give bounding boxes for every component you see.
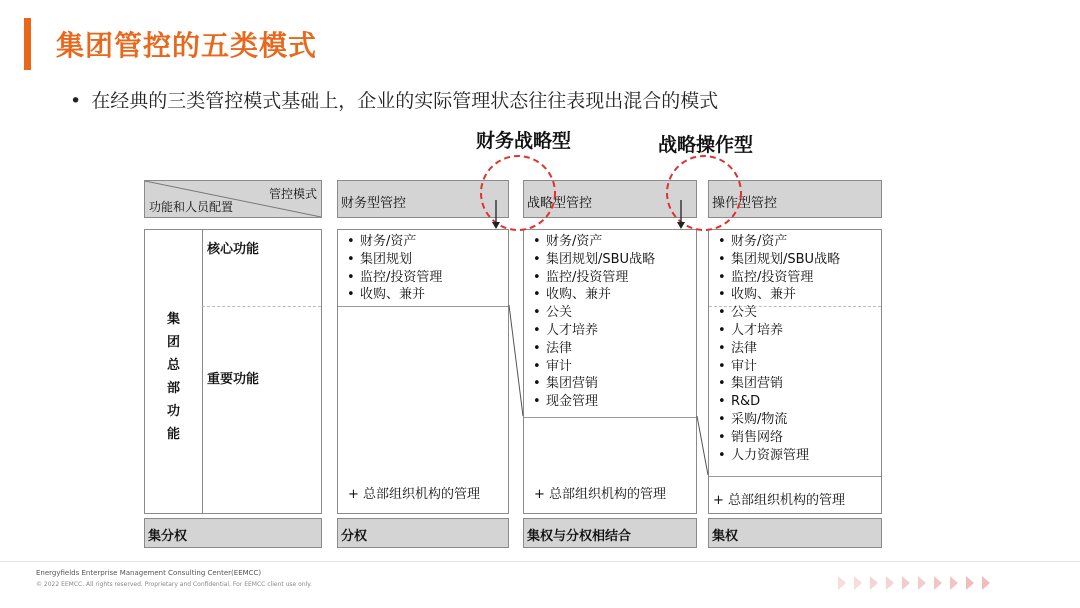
list-item: • 集团营销	[711, 375, 840, 393]
list-item: • 收购、兼并	[711, 286, 840, 304]
core-function-label: 核心功能	[207, 242, 260, 257]
list-item: • 销售网络	[711, 429, 840, 447]
list-item: • 监控/投资管理	[711, 269, 840, 287]
callout-financial-strategic: 财务战略型	[476, 130, 572, 152]
list-item: • R&D	[711, 393, 840, 411]
list-item: • 审计	[711, 358, 840, 376]
transition-line-2	[697, 416, 708, 475]
list-item: • 人力资源管理	[711, 447, 840, 465]
header-label: 战略型管控	[527, 196, 593, 211]
list-item: • 集团规划/SBU战略	[526, 251, 655, 269]
callout-strategic-operational: 战略操作型	[658, 134, 754, 156]
list-item: • 财务/资产	[526, 233, 655, 251]
page-title: 集团管控的五类模式	[56, 29, 318, 62]
list-item: • 现金管理	[526, 393, 655, 411]
hq-org-management-item: + 总部组织机构的管理	[348, 487, 481, 502]
list-item: • 收购、兼并	[340, 286, 442, 304]
footer-label: 集分权	[148, 529, 188, 544]
group-char: 团	[166, 335, 180, 350]
list-item: • 审计	[526, 358, 655, 376]
list-item: • 人才培养	[526, 322, 655, 340]
hq-org-management-item: + 总部组织机构的管理	[713, 493, 846, 508]
corner-label-function: 功能和人员配置	[149, 200, 234, 214]
list-item: • 集团规划/SBU战略	[711, 251, 840, 269]
arrowhead-icon	[677, 222, 685, 229]
group-char: 集	[166, 312, 180, 327]
callout-ring-strategic-operational	[667, 156, 741, 230]
transition-line-1	[509, 305, 523, 416]
footer-label: 集权与分权相结合	[527, 529, 632, 544]
list-item: • 集团营销	[526, 375, 655, 393]
list-item: • 公关	[526, 304, 655, 322]
decorative-chevrons-icon	[838, 574, 1008, 592]
arrowhead-icon	[492, 222, 500, 229]
header-label: 财务型管控	[341, 196, 407, 211]
footer-label: 分权	[341, 529, 368, 544]
list-item: • 监控/投资管理	[340, 269, 442, 287]
list-item: • 法律	[526, 340, 655, 358]
list-item: • 集团规划	[340, 251, 442, 269]
copyright-text: © 2022 EEMCC. All rights reserved. Proprietary and Confidential. For EEMCC client use only.	[36, 581, 312, 588]
footer-divider	[0, 561, 1080, 562]
important-function-label: 重要功能	[207, 372, 260, 387]
group-char: 能	[166, 427, 180, 442]
bullet-dot: •	[70, 90, 82, 112]
list-item: • 收购、兼并	[526, 286, 655, 304]
subtitle-text: 在经典的三类管控模式基础上，企业的实际管理状态往往表现出混合的模式	[91, 90, 719, 112]
group-char: 功	[166, 404, 180, 419]
list-item: • 公关	[711, 304, 840, 322]
callout-ring-financial-strategic	[481, 156, 555, 230]
company-name: Energyfields Enterprise Management Consulting Center(EEMCC)	[36, 569, 262, 577]
list-item: • 法律	[711, 340, 840, 358]
corner-label-mode: 管控模式	[268, 187, 317, 201]
list-item: • 财务/资产	[711, 233, 840, 251]
group-char: 总	[166, 358, 180, 373]
list-item: • 财务/资产	[340, 233, 442, 251]
list-item: • 人才培养	[711, 322, 840, 340]
hq-org-management-item: + 总部组织机构的管理	[534, 487, 667, 502]
list-item: • 监控/投资管理	[526, 269, 655, 287]
header-label: 操作型管控	[712, 196, 778, 211]
list-item: • 采购/物流	[711, 411, 840, 429]
footer-label: 集权	[712, 529, 739, 544]
group-char: 部	[166, 381, 180, 396]
